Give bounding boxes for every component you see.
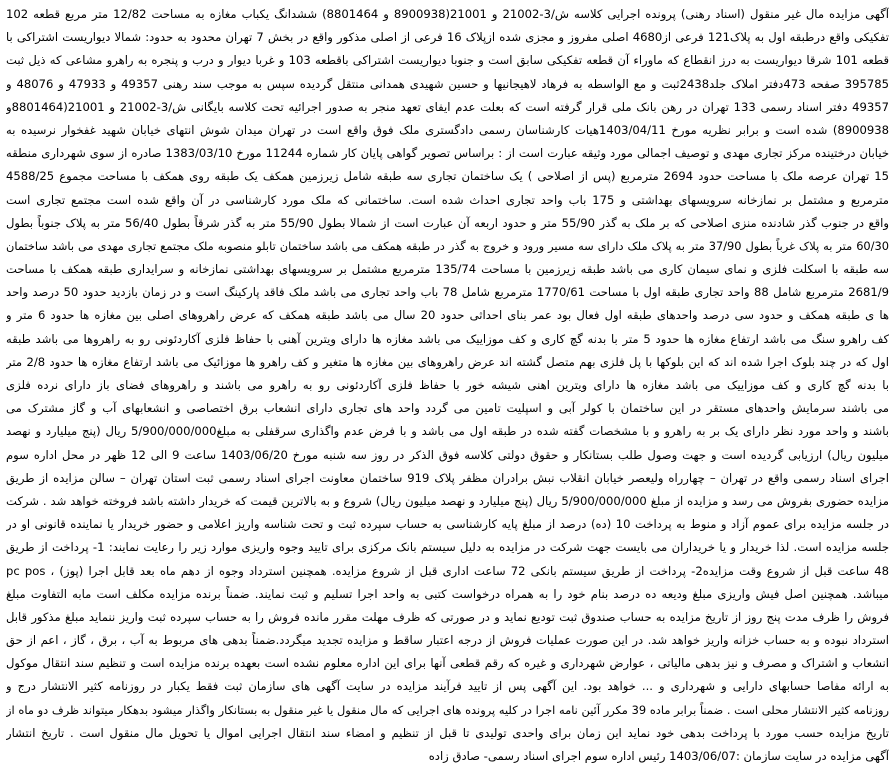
notice-line: اول که در چند بلوک اجرا شده اند که این بلوکها با پل فلزی بهم متصل گشته اند عرض راهروهای بین مغازه ها متغیر و کف راهرو ها موزائیک می باشد ارتفاع مغازه ها حدود 2/8 متر xyxy=(6,354,889,369)
notice-line: به ارائه مفاصا حسابهای دارایی و شهرداری و ... خواهد بود. این آگهی پس از تایید فرآیند مزایده در سایت آگهی های سازمان ثبت فقط یکبار در روزنامه کثیر الانتشار درج و xyxy=(6,679,889,694)
notice-line: تفکیکی واقع درطبقه اول به پلاک121 فرعی از4680 اصلی مفروز و مجزی شده ازپلاک 16 فرعی از اصلی مذکور واقع در بخش 7 تهران محدود به حدود: شمالا دیواریست اشتراکی با xyxy=(6,30,889,45)
notice-line: قطعه 101 شرقا دیواریست به درز انقطاع که ماوراء آن قطعه تفکیکی سابق است و جنوبا دیواریست اشتراکی باقطعه 103 و غربا دیوار و درب و پنجره به راهرو مشاعی که ذیل ثبت xyxy=(6,53,889,68)
notice-line: انشعاب و اشتراک و مصرف و نیز بدهی مالیاتی ، عوارض شهرداری و غیره که رقم قطعی آنها برای این اداره معلوم نشده است بعهده برنده مزایده است و تنظیم سند انتقال موکول xyxy=(6,656,889,671)
notice-line: واقع در جنوب گذر شادنده منزی اصلاحی که بر ملک به گذر 55/90 متر و حدود اربعه آن عبارت است از شمالا بطول 55/90 متر به گذر شرقاً بطول 56/40 متر به پلاک جنوباً بطول xyxy=(6,215,889,230)
notice-line: 60/30 متر به پلاک غرباً بطول 37/90 متر به پلاک ملک دارای سه مسیر ورود و خروج به گذر در طبقه همکف می باشد ساختمان تابلو منصوبه ملک مجتمع تجاری مهدی می باشد ساختمان xyxy=(6,238,889,253)
notice-line: تاریخ مزایده حسب مورد با پرداخت بدهی خود نماید این زمان برای واحدی تولیدی تا قبل از تنظیم و امضاء سند انتقال اجرایی اموال یا تحویل مال منقول است . تاریخ انتشار xyxy=(6,725,889,740)
notice-line: خیابان درختینده مرکز تجاری مهدی و توصیف اجمالی مورد وثیقه عبارت است از : براساس تصویر گواهی پایان کار شماره 11244 مورخ 1383/03/10 صادره از سوی شهرداری منطقه xyxy=(6,146,889,161)
notice-line: آگهی مزایده در سایت سازمان :1403/06/07 رئیس اداره سوم اجرای اسناد رسمی- صادق زاده xyxy=(428,749,889,763)
notice-line: میلیون ریال) ارزیابی گردیده است و جهت وصول طلب بستانکار و حقوق دولتی کلاسه فوق الذکر در روز سه شنبه مورخ 1403/06/20 ساعت 9 الی 12 ظهر در محل اداره سوم xyxy=(6,447,889,462)
notice-line: ها ی طبقه همکف و حدود سی درصد واحدهای طبقه اول فعال بود عمر بنای احداثی حدود 20 سال می باشد طبقه همکف که عرض راهروهای اصلی بین مغازه ها حدود 6 متر و xyxy=(6,308,889,323)
notice-line: روزنامه کثیر الانتشار محلی است . ضمناً برابر ماده 39 مکرر آئین نامه اجرا در کلیه پرونده های اجرایی که مال منقول یا غیر منقول به بستانکار واگذار میشود بدهکار میتواند ظرف دو ماه از xyxy=(6,702,889,717)
notice-line: جلسه مزایده است. لذا خریدار و یا خریداران می بایست جهت شرکت در مزایده به دلیل سیستم بانک مرکزی برای تایید وجوه واریزی موارد زیر را رعایت نمایند: 1- پرداخت از طریق xyxy=(6,540,889,555)
notice-line: 49357 دفتر اسناد رسمی 133 تهران در رهن بانک ملی قرار گرفته است که بعلت عدم ایفای تعهد منجر به صدور اجرائیه تحت کلاسه بایگانی ش/3-21002 و 21001(8801464و xyxy=(6,99,889,114)
notice-line: مزایده حضوری بفروش می رسد و مزایده از مبلغ 5/900/000/000 ریال (پنج میلیارد و نهصد میلیون ریال) شروع و به بالاترین قیمت که خریدار داشته باشد فروخته خواهد شد . شرکت xyxy=(6,493,889,508)
notice-line: کف راهرو سنگ می باشد ارتفاع مغازه ها حدود 5 متر با بدنه گچ کاری و کف موزاییک می باشد مغازه ها دارای ویترین آهنی با حفاظ فلزی آکاردئونی رو به راهروها می باشد طبقه xyxy=(6,331,889,346)
notice-line: فروش را ظرف مدت پنج روز از تاریخ مزایده به حساب صندوق ثبت تودیع نماید و در صورتی که ظرف مهلت مقرر مانده فروش را به حساب سپرده ثبت واریز ننماید مبلغ مذکور قابل xyxy=(6,609,889,624)
notice-line: آگهی مزایده مال غیر منقول (اسناد رهنی) پرونده اجرایی کلاسه ش/3-21002 و 21001(8900938 و 8801464) ششدانگ یکباب مغازه به مساحت 12/82 متر مربع قطعه 102 xyxy=(6,7,889,21)
notice-line: pc pos ، (پوز) 48 ساعت قبل از شروع وقت مزایده2- پرداخت از طریق سیستم بانکی 72 ساعت اداری قبل از شروع مزایده. همچنین استرداد وجوه از دهم ماه بعد قابل اجرا xyxy=(6,563,889,578)
notice-line: 395785 صفحه 473دفتر املاک جلد2438ثبت و مع الواسطه به فرهاد لاهیجانیها و حسین شهیدی همدانی منتقل گردیده سپس به موجب سند رهنی 49357 و 47933 و 48076 و xyxy=(6,76,889,91)
notice-line: 2681/9 مترمربع شامل 88 واحد تجاری طبقه اول با مساحت 1770/61 مترمربع شامل 78 باب واحد تجاری می باشد ملک فاقد پارکینگ است و در زمان بازدید حدود 50 درصد واحد xyxy=(6,285,889,300)
notice-line: سه طبقه با اسکلت فلزی و نمای سیمان کاری می باشد طبقه زیرزمین با مساحت 135/74 مترمربع مشتمل بر سرویسهای بهداشتی نمازخانه و سرایداری طبقه همکف با مساحت xyxy=(6,262,889,277)
notice-line: اجرای اسناد رسمی واقع در تهران – چهارراه ولیعصر خیابان انقلاب نبش برادران مظفر پلاک 919 ساختمان معاونت اجرای اسناد رسمی ثبت استان تهران – سالن مزایده از طریق xyxy=(6,470,889,485)
notice-line: مترمربع و مشتمل بر نمازخانه سرویسهای بهداشتی و 175 باب واحد تجاری احداث شده است. ساختمانی که ملک مورد کارشناسی در آن واقع شده است مجتمع تجاری است xyxy=(6,192,889,207)
notice-line: 8900938) شده است و برابر نظریه مورخ 1403/04/11هیات کارشناسان رسمی دادگستری ملک فوق واقع است در تهران میدان شوش انتهای خیابان شهید غفخوار نرسیده به xyxy=(6,122,889,137)
notice-line: 15 تهران عرصه ملک با مساحت حدود 2694 مترمربع (پس از اصلاحی ) یک ساختمان تجاری سه طبقه شامل زیرزمین همکف یک طبقه روی همکف با مساحت مجموع 4588/25 xyxy=(6,169,889,184)
notice-line: می باشند سرمایش واحدهای مستقر در این ساختمان با کولر آبی و اسپلیت تامین می گردد واحد های تجاری دارای انشعاب برق اختصاصی و انشعابهای آب و گاز مشترک می xyxy=(6,401,889,416)
notice-line: با بدنه گچ کاری و کف موزاییک می باشد مغازه ها دارای ویترین اهنی شیشه خور با حفاظ فلزی آکاردئونی رو به راهرو می باشند و راهروهای فضای باز دارای نرده فلزی xyxy=(6,378,889,392)
notice-line: در جلسه مزایده برای عموم آزاد و منوط به پرداخت 10 (ده) درصد از مبلغ پایه کارشناسی به حساب سپرده ثبت و تحت شناسه واریز اعلامی و حضور خریدار یا نماینده قانونی او در xyxy=(6,517,889,532)
notice-line: استرداد نبوده و به حساب خزانه واریز خواهد شد. در این صورت عملیات فروش از درجه اعتبار ساقط و مزایده تجدید میگردد.ضمناً بدهی های مربوط به آب ، برق ، گاز ، اعم از حق xyxy=(6,633,889,648)
notice-line: باشند و واحد مورد نظر دارای یک بر به راهرو و با مشخصات گفته شده در طبقه اول می باشد و با فرض عدم واگذاری سرقفلی به مبلغ5/900/000/000 ریال (پنج میلیارد و نهصد xyxy=(6,424,889,439)
notice-line: میباشد. همچنین اصل فیش واریزی مبلغ ودیعه ده درصد بنام خود را به همراه درخواست کتبی به واحد اجرا تسلیم و ثبت نمایند. ضمناً برنده مزایده مکلف است مابه التفاوت مبلغ xyxy=(6,586,889,601)
